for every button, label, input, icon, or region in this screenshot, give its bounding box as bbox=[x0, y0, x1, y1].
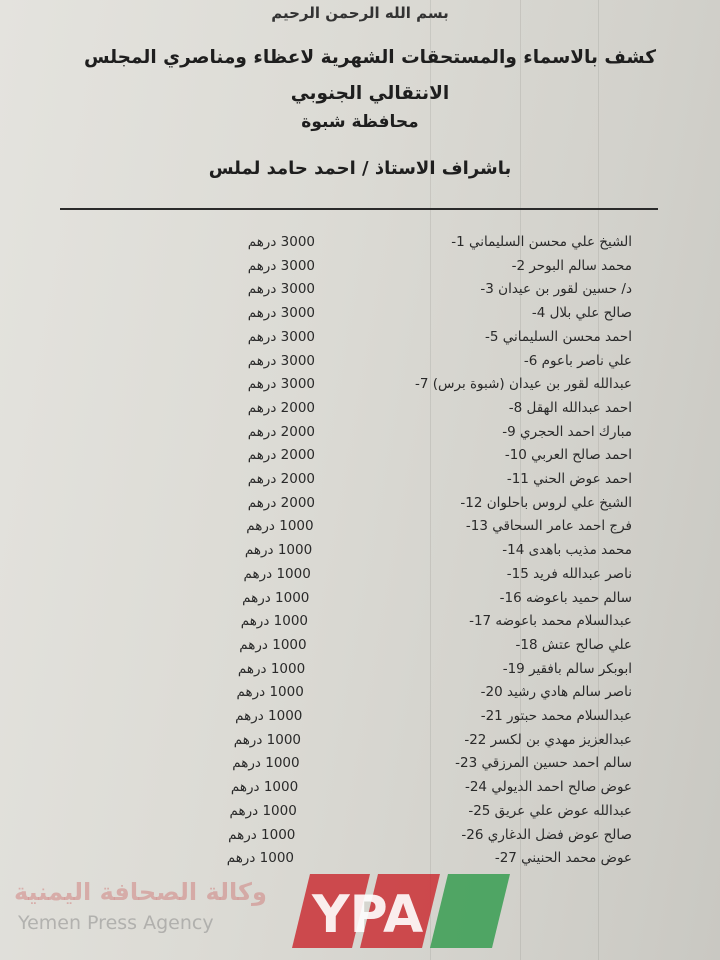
recipient-name: احمد عوض الحني 11- bbox=[506, 471, 632, 487]
list-item bbox=[0, 803, 720, 827]
recipient-name: مبارك احمد الحجري 9- bbox=[502, 423, 632, 440]
recipient-name: الشيخ علي لروس باحلوان 12- bbox=[460, 494, 632, 511]
monthly-amount: 1000 درهم bbox=[233, 731, 301, 748]
recipient-name: ناصر عبدالله فريد 15- bbox=[506, 565, 632, 582]
recipient-name: احمد محسن السليماني 5- bbox=[485, 328, 632, 345]
basmala: بسم الله الرحمن الرحيم bbox=[271, 4, 449, 22]
list-item bbox=[0, 329, 720, 353]
monthly-amount: 2000 درهم bbox=[247, 494, 315, 511]
recipient-name: عوض صالح احمد الديولي 24- bbox=[464, 779, 632, 796]
list-item bbox=[0, 590, 720, 614]
list-item bbox=[0, 684, 720, 708]
recipient-name: د/ حسين لقور بن عيدان 3- bbox=[480, 281, 632, 298]
recipient-name: سالم حميد باعوضه 16- bbox=[499, 589, 632, 606]
recipient-name: عبدالسلام محمد حبتور 21- bbox=[480, 708, 632, 724]
recipient-name: عبدالعزيز مهدي بن لكسر 22- bbox=[464, 731, 632, 748]
monthly-amount: 3000 درهم bbox=[247, 352, 315, 369]
supervisor-line: باشراف الاستاذ / احمد حامد لملس bbox=[208, 158, 512, 179]
watermark bbox=[0, 870, 720, 960]
recipient-name: عبدالله لقور بن عيدان (شبوة برس) 7- bbox=[414, 376, 632, 393]
recipient-name: احمد صالح العربي 10- bbox=[504, 447, 632, 464]
document-title: كشف بالاسماء والمستحقات الشهرية لاعظاء ومناصري المجلس الانتقالي الجنوبي bbox=[83, 47, 657, 104]
monthly-amount: 1000 درهم bbox=[236, 684, 304, 701]
monthly-amount: 2000 درهم bbox=[247, 399, 315, 416]
monthly-amount: 1000 درهم bbox=[237, 660, 306, 677]
recipient-name: عبدالسلام محمد باعوضه 17- bbox=[469, 613, 632, 630]
monthly-amount: 1000 درهم bbox=[235, 708, 303, 724]
recipient-name: ناصر سالم هادي رشيد 20- bbox=[480, 684, 632, 701]
list-item bbox=[0, 779, 720, 803]
recipient-name: الشيخ علي محسن السليماني 1- bbox=[451, 234, 632, 250]
list-item bbox=[0, 827, 720, 851]
list-item bbox=[0, 613, 720, 637]
list-item bbox=[0, 376, 720, 400]
monthly-amount: 1000 درهم bbox=[232, 755, 300, 772]
list-item bbox=[0, 471, 720, 495]
monthly-amount: 3000 درهم bbox=[247, 328, 315, 345]
list-item bbox=[0, 305, 720, 329]
list-item bbox=[0, 542, 720, 566]
monthly-amount: 1000 درهم bbox=[226, 850, 294, 867]
monthly-amount: 2000 درهم bbox=[247, 423, 315, 440]
governorate-heading: محافظة شبوة bbox=[301, 112, 419, 132]
recipient-name: سالم احمد حسين المرزقي 23- bbox=[455, 755, 632, 772]
recipient-name: صالح علي بلال 4- bbox=[531, 305, 632, 322]
monthly-amount: 2000 درهم bbox=[247, 447, 315, 464]
recipient-name: احمد عبدالله الهقل 8- bbox=[508, 399, 632, 416]
list-item bbox=[0, 424, 720, 448]
list-item bbox=[0, 234, 720, 258]
list-item bbox=[0, 281, 720, 305]
list-item bbox=[0, 258, 720, 282]
monthly-amount: 3000 درهم bbox=[247, 376, 315, 393]
recipient-name: عوض محمد الحنيني 27- bbox=[494, 850, 632, 867]
header-divider bbox=[60, 208, 658, 210]
monthly-amount: 1000 درهم bbox=[242, 589, 310, 606]
list-item bbox=[0, 518, 720, 542]
monthly-amount: 3000 درهم bbox=[247, 281, 315, 298]
monthly-amount: 1000 درهم bbox=[228, 826, 296, 843]
monthly-amount: 3000 درهم bbox=[247, 234, 315, 250]
list-item bbox=[0, 400, 720, 424]
ypa-logo bbox=[290, 870, 520, 952]
monthly-amount: 1000 درهم bbox=[244, 542, 313, 559]
recipient-name: عبدالله عوض علي عريق 25- bbox=[468, 802, 632, 819]
list-item bbox=[0, 708, 720, 732]
list-item bbox=[0, 495, 720, 519]
monthly-amount: 1000 درهم bbox=[246, 518, 314, 535]
recipient-name: فرج احمد عامر السحاقي 13- bbox=[465, 518, 632, 535]
list-item bbox=[0, 566, 720, 590]
logo-text: YPA bbox=[312, 885, 424, 945]
monthly-amount: 3000 درهم bbox=[247, 305, 315, 322]
list-item bbox=[0, 732, 720, 756]
monthly-amount: 1000 درهم bbox=[229, 802, 297, 819]
recipient-name: ابوبكر سالم بافقير 19- bbox=[502, 660, 632, 677]
list-item bbox=[0, 353, 720, 377]
monthly-amount: 2000 درهم bbox=[247, 471, 315, 487]
list-item bbox=[0, 661, 720, 685]
list-item bbox=[0, 755, 720, 779]
recipient-name: محمد سالم البوحر 2- bbox=[511, 257, 632, 274]
recipient-name: علي ناصر باعوم 6- bbox=[523, 352, 632, 369]
list-item bbox=[0, 637, 720, 661]
watermark-arabic-text: وكالة الصحافة اليمنية bbox=[14, 878, 267, 906]
monthly-amount: 1000 درهم bbox=[230, 779, 299, 796]
monthly-amount: 3000 درهم bbox=[247, 257, 315, 274]
list-item bbox=[0, 447, 720, 471]
watermark-english-text: Yemen Press Agency bbox=[18, 912, 214, 934]
recipient-name: علي صالح عتش 18- bbox=[515, 636, 632, 653]
recipient-name: محمد مذيب باهدى 14- bbox=[502, 542, 632, 559]
monthly-amount: 1000 درهم bbox=[239, 636, 307, 653]
monthly-amount: 1000 درهم bbox=[240, 613, 308, 630]
monthly-amount: 1000 درهم bbox=[243, 565, 311, 582]
recipient-name: صالح عوض فضل الدغاري 26- bbox=[461, 826, 632, 843]
